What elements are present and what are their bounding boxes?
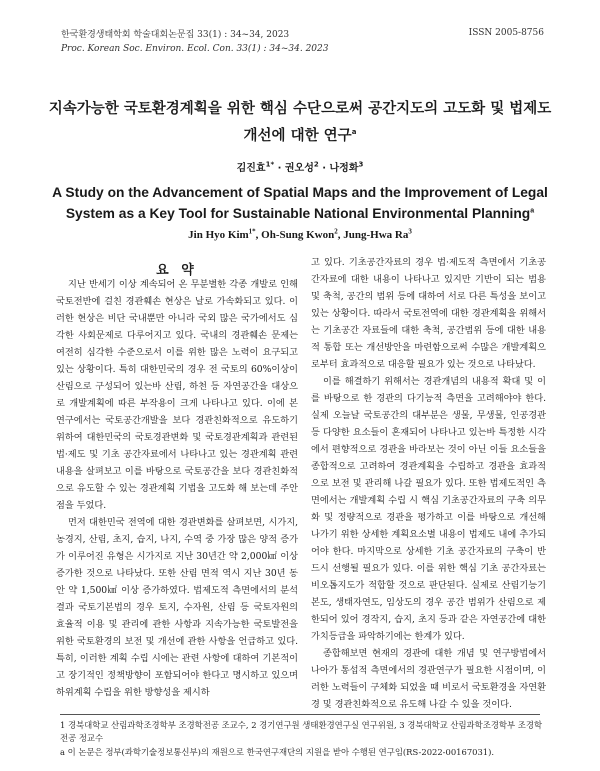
footnote-divider (60, 714, 540, 715)
journal-name-ko: 한국환경생태학회 학술대회논문집 33(1) : 34~34, 2023 (61, 30, 290, 40)
abstract-paragraph: 먼저 대한민국 전역에 대한 경관변화를 살펴보면, 시가지, 농경지, 산림, 초지, 습지, 나지, 수역 중 가장 많은 양적 증가가 이루어진 유형은 시가지로 지난 30년간 약 2,000㎢ 이상 증가한 것으로 나타났다. 또한 산림 면적 역시 지난 30년 동안 약 1,500㎢ 이상 증가하였다. 법제도적 측면에서의 분석 결과 국토기본법의 경우 토지, 수자원, 산림 등 국토자원의 효율적 이용 및 관리에 관한 사항과 지속가능한 국토발전을 위한 국토환경의 보전 및 개선에 관한 사항을 언급하고 있다. 특히, 이러한 계획 수립 시에는 관련 사항에 대하여 기본적이고 장기적인 정책방향이 포함되어야 한다고 명시하고 있으며 하위계획 수립을 위한 방향성을 제시하 (56, 517, 298, 698)
footnote-affiliations: 1 경북대학교 산림과학조경학부 조경학전공 조교수, 2 경기연구원 생태환경연구실 연구위원, 3 경북대학교 산림과학조경학부 조경학전공 정교수 (60, 720, 543, 743)
author-en-name: Oh-Sung Kwon (261, 229, 335, 241)
title-korean-text: 지속가능한 국토환경계획을 위한 핵심 수단으로써 공간지도의 고도화 및 법제도 개선에 대한 연구 (48, 101, 552, 144)
authors-korean (0, 159, 600, 174)
title-korean (40, 96, 560, 150)
abstract-paragraph: 고 있다. 기초공간자료의 경우 법·제도적 측면에서 기초공간자료에 대한 내용이 나타나고 있지만 기반이 되는 범용 및 축척, 공간의 범위 등에 대하여 서로 다른 특성을 보이고 있는 상황이다. 따라서 국토전역에 대한 경관계획을 위해서는 기초공간 자료들에 대한 축척, 공간범위 등에 대한 내용적 통합 또는 개선방안을 마련함으로써 수많은 개발계획으로부터 효과적으로 대응할 필요가 있는 것으로 나타났다. (311, 257, 546, 370)
abstract-paragraph: 지난 반세기 이상 계속되어 온 무분별한 각종 개발로 인해 국토전반에 걸친 경관훼손 현상은 날로 가속화되고 있다. 이러한 현상은 비단 국내뿐만 아니라 국외 많은 국가에서도 심각한 사회문제로 다루어지고 있다. 국내의 경관훼손 문제는 여전히 심각한 수준으로서 이를 위한 많은 노력이 요구되고 있는 상황이다. 특히 대한민국의 경우 전 국토의 60%이상이 산림으로 구성되어 있는바 산림, 하천 등 자연공간을 대상으로 개발계획에 따른 부작용이 크게 나타나고 있다. 이에 본 연구에서는 국토공간개발을 보다 경관친화적으로 유도하기 위하여 대한민국의 국토경관변화 및 국토경관계획과 관련된 법·제도 및 기초 공간자료에서 나타나고 있는 경관계획 관련 내용을 살펴보고 이를 바탕으로 국토공간을 보다 경관친화적으로 유도할 수 있는 경관계획 기법을 고도화 해 보는데 주안점을 두었다. (56, 279, 298, 511)
title-english (40, 182, 560, 224)
author-separator: · (274, 163, 285, 174)
abstract-paragraph: 이를 해결하기 위해서는 경관개념의 내용적 확대 및 이를 바탕으로 한 경관의 다기능적 측면을 고려해야야 한다. 실제 오늘날 국토공간의 대부분은 생물, 무생물, 인공경관 등 다양한 요소들이 혼재되어 나타나고 있는바 특정한 시각에서 편향적으로 경관을 바라보는 것이 아닌 이들 요소들을 종합적으로 고려하여 경관계획을 수립하고 경관을 효과적으로 보전 및 관리해 나갈 필요가 있다. 또한 법제도적인 측면에서는 개발계획 수립 시 핵심 기초공간자료의 구축 의무화 및 정량적으로 경관을 평가하고 이를 바탕으로 개선해 나가기 위한 상세한 계획요소별 내용이 법제도 내에 추가되어야 한다. 마지막으로 상세한 기초 공간자료의 구축이 반드시 선행될 필요가 있다. 이를 위한 핵심 기초 공간자료는 비오톱지도가 적합할 것으로 판단된다. 실제로 산림기능기본도, 생태자연도, 임상도의 경우 공간 범위가 산림으로 제한되어 있어 경작지, 습지, 초지 등과 같은 자연공간에 대한 가치등급을 파악하기에는 한계가 있다. (311, 376, 546, 642)
author-en-affiliation-mark: 1* (248, 227, 256, 236)
author-ko-name: 나정화 (329, 163, 359, 174)
author-en-affiliation-mark: 2 (334, 227, 338, 236)
author-ko-affiliation-mark: 1* (265, 160, 275, 169)
title-korean-mark: a (351, 128, 357, 137)
author-ko-name: 권오성 (284, 163, 314, 174)
abstract-heading: 요 약 (156, 263, 198, 278)
author-en-affiliation-mark: 3 (408, 227, 412, 236)
author-en-name: Jin Hyo Kim (188, 229, 249, 241)
author-en-name: Jung-Hwa Ra (343, 229, 409, 241)
author-ko-name: 김진효 (236, 163, 266, 174)
author-ko-affiliation-mark: 2 (313, 160, 319, 169)
author-separator: · (318, 163, 330, 174)
author-separator: , (255, 229, 262, 241)
title-english-mark: a (530, 207, 535, 215)
title-english-text: A Study on the Advancement of Spatial Maps and the Improvement of Legal System as a Key Tool for Sustainable National Environmental Planning (52, 185, 548, 221)
author-separator: , (337, 229, 344, 241)
authors-english (0, 229, 600, 241)
author-ko-affiliation-mark: 3 (358, 160, 364, 169)
journal-header (61, 28, 328, 56)
abstract-paragraph: 종합해보면 현재의 경관에 대한 개념 및 연구방법에서 나아가 통섭적 측면에서의 경관연구가 필요한 시점이며, 이러한 노력들이 구체화 되었을 때 비로서 국토환경을 자연환경 및 경관친화적으로 유도해 나갈 수 있을 것이다. (311, 648, 546, 710)
journal-name-en: Proc. Korean Soc. Environ. Ecol. Con. 33(1) : 34~34. 2023 (61, 44, 329, 54)
abstract-right-column (311, 254, 546, 713)
abstract-left-column (56, 276, 298, 701)
issn: ISSN 2005-8756 (468, 28, 544, 38)
footnote-funding: a 이 논문은 정부(과학기술정보통신부)의 재원으로 한국연구재단의 지원을 받아 수행된 연구임(RS-2022-00167031). (60, 747, 495, 757)
